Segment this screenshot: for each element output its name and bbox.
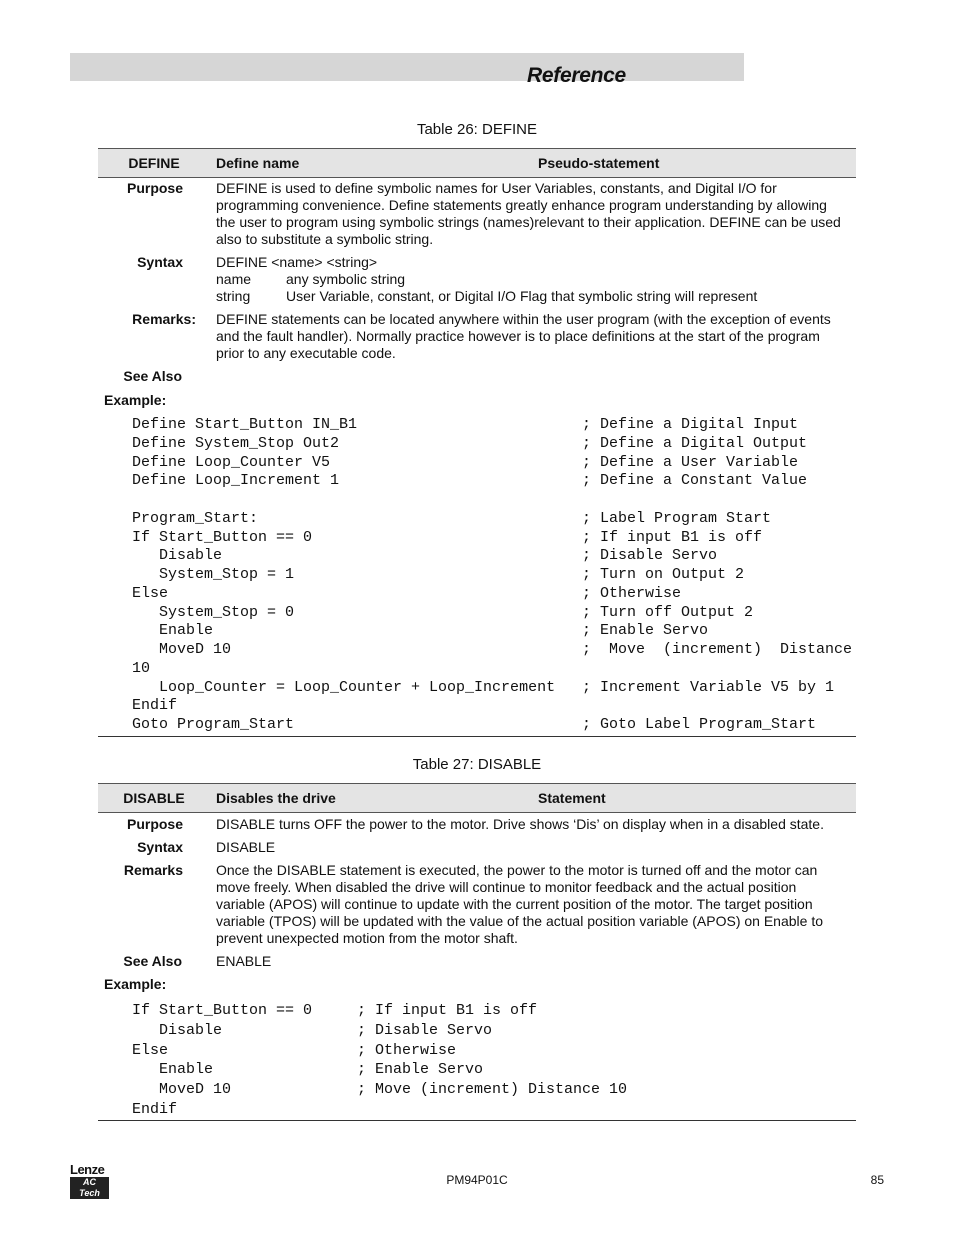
column-keyword: DEFINE (128, 155, 180, 171)
code-comment: ; Increment Variable V5 by 1 (582, 678, 835, 696)
code-line (132, 678, 835, 698)
code-line (132, 453, 799, 473)
code-statement: Enable (132, 1061, 214, 1079)
purpose-text: DEFINE is used to define symbolic names for User Variables, constants, and Digital I/O for programming convenience. Define statements greatly enhance program understanding by allowing the user to program using symbolic strings (names)relevant to their application. DEFINE can be used also to substitute a symbolic string. (216, 180, 841, 247)
code-line (132, 416, 799, 435)
code-line (132, 697, 555, 716)
purpose-text: DISABLE turns OFF the power to the motor. Drive shows ‘Dis’ on display when in a disabled state. (216, 816, 824, 832)
column-description: Define name (216, 155, 300, 171)
table-caption: Table 26: DEFINE (416, 121, 538, 138)
code-statement: Else (132, 1041, 169, 1059)
code-line (132, 1080, 628, 1100)
code-statement: 10 (132, 659, 151, 677)
remarks-label: Remarks: (132, 311, 196, 327)
logo-text-lenze: Lenze (70, 1162, 105, 1177)
see-also-label: See Also (123, 368, 182, 384)
code-statement: Define Loop_Increment 1 (132, 472, 340, 490)
example-label: Example: (104, 392, 167, 408)
code-line (132, 716, 817, 735)
code-statement: Else (132, 584, 169, 602)
code-line (132, 566, 745, 585)
column-type: Statement (538, 790, 606, 806)
code-comment: ; If input B1 is off (582, 528, 763, 546)
column-description: Disables the drive (216, 790, 336, 806)
logo-text-actech: AC Tech (70, 1177, 109, 1199)
syntax-label: Syntax (137, 254, 183, 270)
code-comment: ; If input B1 is off (357, 1002, 538, 1019)
code-statement: Define System_Stop Out2 (132, 434, 340, 452)
code-comment: ; Goto Label Program_Start (582, 716, 817, 733)
syntax-param-name: name (216, 271, 252, 287)
syntax-param-desc: any symbolic string (286, 271, 406, 287)
code-comment: ; Turn on Output 2 (582, 566, 745, 583)
code-line (132, 509, 772, 529)
page-number: 85 (870, 1173, 884, 1187)
code-line (132, 603, 754, 623)
code-statement: Program_Start: (132, 509, 259, 527)
code-line (132, 434, 808, 454)
table-header (98, 783, 856, 813)
code-line (132, 491, 555, 510)
code-line (132, 1041, 457, 1061)
code-comment: ; Define a User Variable (582, 453, 799, 471)
table-caption: Table 27: DISABLE (412, 756, 542, 773)
code-comment: ; Turn off Output 2 (582, 603, 754, 621)
purpose-label: Purpose (126, 180, 183, 196)
purpose-label: Purpose (126, 816, 183, 832)
page-title: Reference (527, 64, 626, 87)
code-comment: ; Define a Digital Input (582, 416, 799, 433)
code-line (132, 584, 682, 604)
header-bar (70, 53, 744, 81)
table-bottom-rule (98, 1120, 856, 1121)
code-statement: System_Stop = 1 (132, 566, 295, 583)
code-line (132, 622, 709, 641)
code-comment: ; Move (increment) Distance (582, 641, 853, 658)
code-line (132, 1100, 312, 1120)
code-line (132, 1021, 493, 1041)
code-line (132, 1001, 538, 1021)
column-type: Pseudo-statement (538, 155, 660, 171)
code-statement: Loop_Counter = Loop_Counter + Loop_Increment (132, 678, 556, 696)
code-statement: Goto Program_Start (132, 716, 295, 733)
syntax-line: DEFINE <name> <string> (216, 254, 378, 270)
code-line (132, 547, 718, 566)
code-line (132, 660, 555, 679)
code-comment: ; Otherwise (357, 1041, 457, 1059)
code-comment: ; Label Program Start (582, 509, 772, 527)
syntax-label: Syntax (137, 839, 183, 855)
syntax-text: DISABLE (216, 839, 276, 855)
see-also-text: ENABLE (216, 953, 272, 969)
code-statement: Endif (132, 697, 178, 715)
code-statement: If Start_Button == 0 (132, 1002, 313, 1019)
syntax-text (216, 254, 848, 305)
code-comment: ; Define a Constant Value (582, 472, 808, 490)
syntax-param-name: string (216, 288, 251, 304)
code-statement: Disable (132, 1021, 223, 1039)
see-also-label: See Also (123, 953, 182, 969)
code-statement: If Start_Button == 0 (132, 528, 313, 546)
code-line (132, 472, 808, 491)
code-comment: ; Enable Servo (582, 622, 709, 640)
code-comment: ; Define a Digital Output (582, 434, 808, 452)
table-bottom-rule (98, 736, 856, 737)
code-comment: ; Enable Servo (357, 1061, 484, 1079)
code-comment: ; Disable Servo (357, 1021, 493, 1039)
remarks-label: Remarks (123, 862, 183, 878)
table-header (98, 148, 856, 178)
code-line (132, 528, 763, 548)
code-comment: ; Otherwise (582, 584, 682, 602)
code-statement: Endif (132, 1100, 178, 1118)
code-statement: Disable (132, 547, 223, 565)
code-statement: Define Start_Button IN_B1 (132, 416, 358, 433)
code-statement: Define Loop_Counter V5 (132, 453, 331, 471)
code-comment: ; Move (increment) Distance 10 (357, 1081, 628, 1099)
code-comment: ; Disable Servo (582, 547, 718, 565)
code-statement: MoveD 10 (132, 1081, 232, 1099)
code-statement: System_Stop = 0 (132, 603, 295, 621)
column-keyword: DISABLE (123, 790, 185, 806)
syntax-param-desc: User Variable, constant, or Digital I/O Flag that symbolic string will represent (286, 288, 758, 304)
remarks-text: Once the DISABLE statement is executed, the power to the motor is turned off and the motor can move freely. When disabled the drive will continue to monitor feedback and the actual position variable (APOS) will continue to update with the current position of the motor. The target position variable (TPOS) will be updated with the value of the actual position variable (APOS) on Enable to prevent unexpected motion from the motor shaft. (216, 862, 823, 946)
remarks-text: DEFINE statements can be located anywhere within the user program (with the exception of events and the fault handler). Normally practice however is to place definitions at the start of the program prior to any executable code. (216, 311, 831, 361)
code-line (132, 1060, 484, 1080)
example-label: Example: (104, 976, 167, 992)
code-statement: MoveD 10 (132, 641, 232, 658)
code-statement: Enable (132, 622, 214, 640)
code-example (132, 416, 853, 735)
code-example (132, 1001, 628, 1120)
document-code: PM94P01C (446, 1173, 508, 1187)
code-line (132, 641, 853, 660)
